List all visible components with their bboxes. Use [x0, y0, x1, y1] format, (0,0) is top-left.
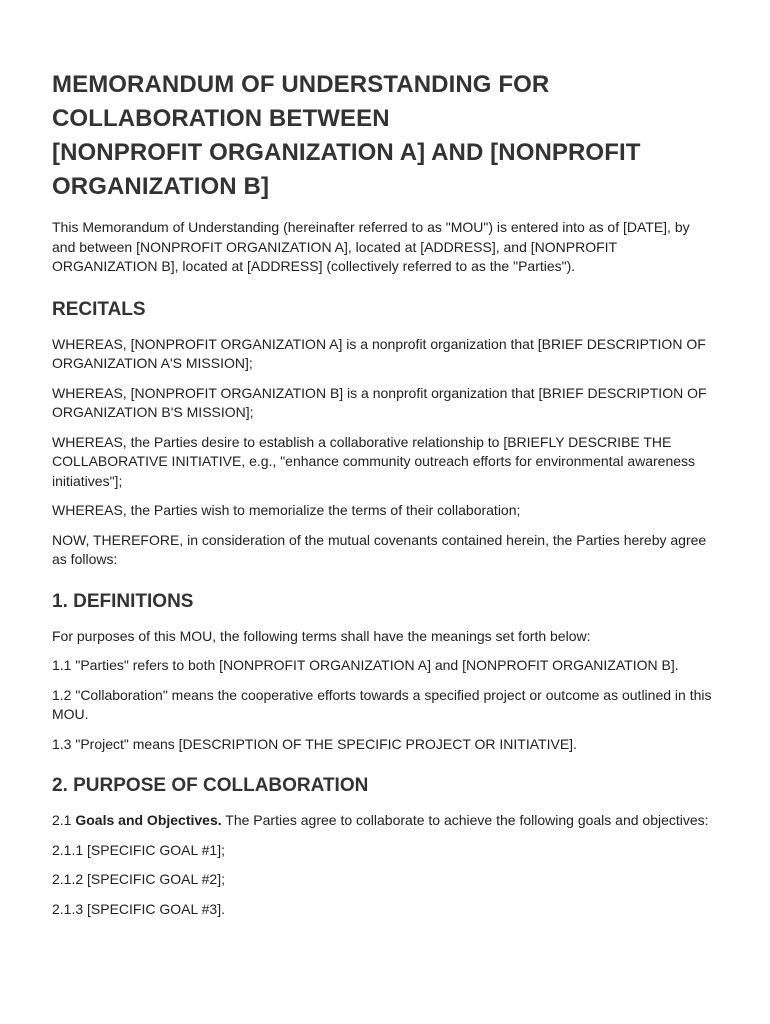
document-title	[52, 68, 712, 204]
goals-label: Goals and Objectives.	[75, 812, 222, 828]
purpose-heading: 2. PURPOSE OF COLLABORATION	[52, 775, 369, 796]
title-line: ORGANIZATION B]	[52, 173, 270, 200]
recital-item: WHEREAS, the Parties desire to establish a collaborative relationship to [BRIEFLY DESCRIBE THE COLLABORATIVE INITIATIVE, e.g., "enhance community outreach efforts for environmental awareness initiatives"];	[52, 433, 696, 489]
definitions-section	[52, 590, 712, 755]
definition-item: 1.1 "Parties" refers to both [NONPROFIT ORGANIZATION A] and [NONPROFIT ORGANIZATION B].	[52, 657, 679, 673]
recital-item: NOW, THEREFORE, in consideration of the mutual covenants contained herein, the Parties hereby agree as follows:	[52, 531, 707, 567]
title-line: MEMORANDUM OF UNDERSTANDING FOR	[52, 71, 550, 98]
recital-item: WHEREAS, [NONPROFIT ORGANIZATION A] is a nonprofit organization that [BRIEF DESCRIPTION OF ORGANIZATION A'S MISSION];	[52, 335, 706, 371]
recitals-heading: RECITALS	[52, 298, 146, 320]
definition-item: 1.2 "Collaboration" means the cooperative efforts towards a specified project or outcome as outlined in this MOU.	[52, 686, 712, 722]
recital-item: WHEREAS, [NONPROFIT ORGANIZATION B] is a nonprofit organization that [BRIEF DESCRIPTION OF ORGANIZATION B'S MISSION];	[52, 384, 707, 420]
definitions-heading: 1. DEFINITIONS	[52, 590, 194, 612]
goals-number: 2.1	[52, 812, 72, 828]
definitions-lead: For purposes of this MOU, the following terms shall have the meanings set forth below:	[52, 627, 591, 644]
intro-paragraph: This Memorandum of Understanding (hereinafter referred to as "MOU") is entered into as of [DATE], by and between [NONPROFIT ORGANIZATION A], located at [ADDRESS], and [NONPROFIT ORGANIZATION B], located at [ADDRESS] (collectively referred to as the "Parties").	[52, 219, 690, 274]
recitals-section	[52, 298, 712, 570]
goals-paragraph	[52, 811, 712, 831]
definition-item: 1.3 "Project" means [DESCRIPTION OF THE SPECIFIC PROJECT OR INITIATIVE].	[52, 735, 577, 752]
title-line: [NONPROFIT ORGANIZATION A] AND [NONPROFIT	[52, 139, 641, 166]
goal-item: 2.1.3 [SPECIFIC GOAL #3].	[52, 900, 225, 917]
purpose-section	[52, 774, 712, 919]
goals-text: The Parties agree to collaborate to achieve the following goals and objectives:	[225, 812, 709, 828]
goal-item: 2.1.2 [SPECIFIC GOAL #2];	[52, 871, 225, 887]
title-line: COLLABORATION BETWEEN	[52, 105, 390, 132]
document-page	[52, 68, 712, 929]
goal-item: 2.1.1 [SPECIFIC GOAL #1];	[52, 841, 225, 858]
recital-item: WHEREAS, the Parties wish to memorialize the terms of their collaboration;	[52, 502, 521, 518]
